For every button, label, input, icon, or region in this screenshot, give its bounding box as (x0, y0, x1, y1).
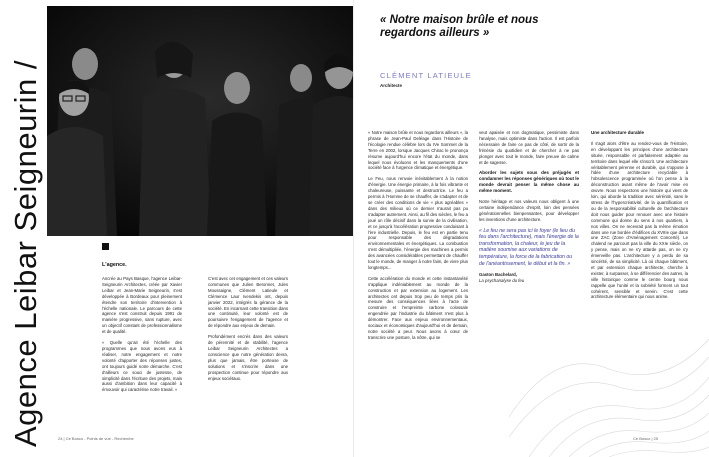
team-photo-illustration (47, 6, 373, 236)
paragraph: Il s'agit alors d'être au rendez-vous de l'Histoire, en développant les principes d'une architecture située, responsable et parfaitement adaptée au territoire dans lequel elle s'inscrit. Une architecture véritablement pérenne et durable, qui s'oppose à l'idée d'une architecture recyclable à l'obsolescence programmée où l'on pense à la déconstruction avant même de l'avoir mise en œuvre. Nous respectons une histoire qui vient de loin, qui aborde la tradition avec sérénité, sans le stress de l'hypercréativité, de la quantification et ou de la responsabilité culturelle de l'architecture doit nous guider pour renouer avec une histoire commune qui donne du sens à nos quartiers, à nos villes. On ne recevrait pas la même émotion dans une rue bordée d'édifices du XVIIIe que dans une ZAC (Zone d'Aménagement Concerté). Le chalend ne parcourt pas la ville du XXIe siècle, on y pense, mais on ne s'y attarde pas, on ne s'y émerveille pas. L'architecture y a perdu de sa sincérité, de sa simplicité. Là où chaque bâtiment, et par extension chaque architecte, cherche à exister, à surpasser, à se différencier des autres, la ville historique comme le centre bourg nous rappelle que l'unité et la sobriété forment un tout cohérent, sensible et serein. C'est cette architecture élémentaire qui nous anime. (591, 140, 688, 300)
paragraph: Notre héritage et nos valeurs nous obligent à une certaine indépendance d'esprit, loin des pensées générationnelles bienpensantes, pour développer les inventions d'une architecture. (479, 199, 579, 222)
paragraph: Cette accélération du monde et cette instantanéité s'applique indéniablement au monde de la construction et par extension au logement. Les architectes ont depuis trop peu de temps pris la mesure des conséquences liées à l'acte de construire et l'empreinte carbone colossale engendrée par l'industrie du bâtiment n'est plus à démontrer. Face aux enjeux environnementaux, sociaux et économiques d'aujourd'hui et de demain, notre société a peur. Nous avons à cœur de transcrire une posture, la nôtre, qui se (368, 275, 468, 340)
section-label: L'agence. (102, 262, 127, 268)
left-column-2 (208, 276, 288, 386)
paragraph: « Quelle qu'ait été l'échelle des programmes que nous avons eus à réaliser, notre engagement et notre volonté d'apporter des réponses justes, ont toujours guidé notre démarche. C'est d'ailleurs ce souci de justesse, de simplicité dans l'écriture des projets, mais aussi d'ambition dans leur capacité à émouvoir qui caractérise notre travail. » (102, 340, 182, 393)
page-footer-right: Ce Bosco | 25 (633, 436, 659, 441)
left-column-1 (102, 276, 182, 398)
section-marker (102, 243, 109, 250)
team-photo (47, 6, 373, 236)
paragraph: Profondément encrés dans des valeurs de pérennité et de stabilité, l'agence Leibar Seigneurin Architectes a conscience que notre génération devra, plus que jamais, être porteuse de solutions et s'inscrire dans une prospection continue pour répondre aux enjeux sociétaux. (208, 334, 288, 381)
vertical-title: Agence Leibar Seigneurin / (8, 60, 43, 447)
paragraph: C'est avec cet engagement et ces valeurs communes que Julien Beronnet, Jules Moussaigne, Clément Latieule et Clémence Laur Ivendekis ont, depuis janvier 2022, intégrés la gérance de la société. En incarnant cette transition dans une continuité, leur volonté est de poursuivre l'engagement de l'agence et de répondre aux enjeux de demain. (208, 276, 288, 329)
paragraph: veut apaisée et non dogmatique, pessimiste dans l'analyse, mais optimiste dans l'action. Il est parfois nécessaire de faire ce pas de côté, de sortir de la frénésie du quotidien et de chercher à ne pas plonger avec tout le monde, faire preuve de calme et de sagesse. (479, 130, 579, 165)
right-column-3 (591, 130, 688, 305)
author-role: Architecte (380, 83, 403, 88)
quote-book: La psychanalyse du feu (479, 278, 525, 284)
quote-author: Gaston Bachelard, (479, 272, 517, 278)
paragraph: Ancrée au Pays Basque, l'agence Leibar-Seigneurin Architectes, créée par Xavier Leibar et Jean-Marie Seigneurin, s'est développée à Bordeaux pour pleinement étendre son territoire d'intervention à l'échelle nationale. Le parcours de cette agence s'est construit depuis 1991 de manière progressive, sans rupture, avec un objectif constant de professionnalisme et de qualité. (102, 276, 182, 335)
column-subheading: Une architecture durable (591, 130, 645, 135)
left-page (0, 0, 354, 457)
pull-quote: « Le feu ne sera pas ici le foyer (le lieu du feu dans l'architecture), mais l'énergie de la transformation, la chaleur, le jeu de la matière soumise aux variations de température, la force de la fabrication ou de l'anéantissement, le début et la fin. » (479, 227, 579, 267)
author-name: CLÉMENT LATIEULE (380, 71, 472, 80)
page-footer-left: 24 | Ce Bosco - Points de vue - Recherche (58, 436, 134, 441)
article-headline: « Notre maison brûle et nous regardons ailleurs » (380, 14, 539, 39)
paragraph: « Notre maison brûle et nous regardons ailleurs », la phrase de Jean-Paul Deléage dans l'Histoire de l'écologie rendue célèbre lors du IVe Sommet de la Terre en 2002, lorsque Jacques Chirac le prononça résume aujourd'hui encore l'état du monde, dans lequel nous évoluons et les manquements d'une société face à l'urgence climatique et énergétique. (368, 130, 468, 171)
right-column-2 (479, 130, 579, 284)
paragraph: Le Feu, nous renvoie inévitablement à la notion d'énergie. Une énergie primaire, à la fois vibrante et chaleureuse, puissante et destructrice. Le feu a permis à l'Homme de se chauffer, de s'adapter et de se créer des conditions de vie « plus agréables » dans des milieux où ce dernier n'aurait pas pu s'adapter autrement. Ainsi, au fil des siècles, le feu a joué un rôle décisif dans la survie de la civilisation, et ce jusqu'à l'accélération progressive conduisant à l'ère industrielle. Depuis, le feu est en partie tenu pour responsable des dégradations environnementales et énergétiques. La combustion s'est démultipliée, l'énergie des machines a permis des avancées considérables permettant de chauffer tout le monde, de manger à notre faim, de vivre plus longtemps... (368, 176, 468, 270)
right-column-1 (368, 130, 468, 346)
column-subheading: Aborder les sujets sous des préjugés et condamner les réponses génériques où tout le monde devrait penser la même chose au même moment. (479, 170, 579, 194)
